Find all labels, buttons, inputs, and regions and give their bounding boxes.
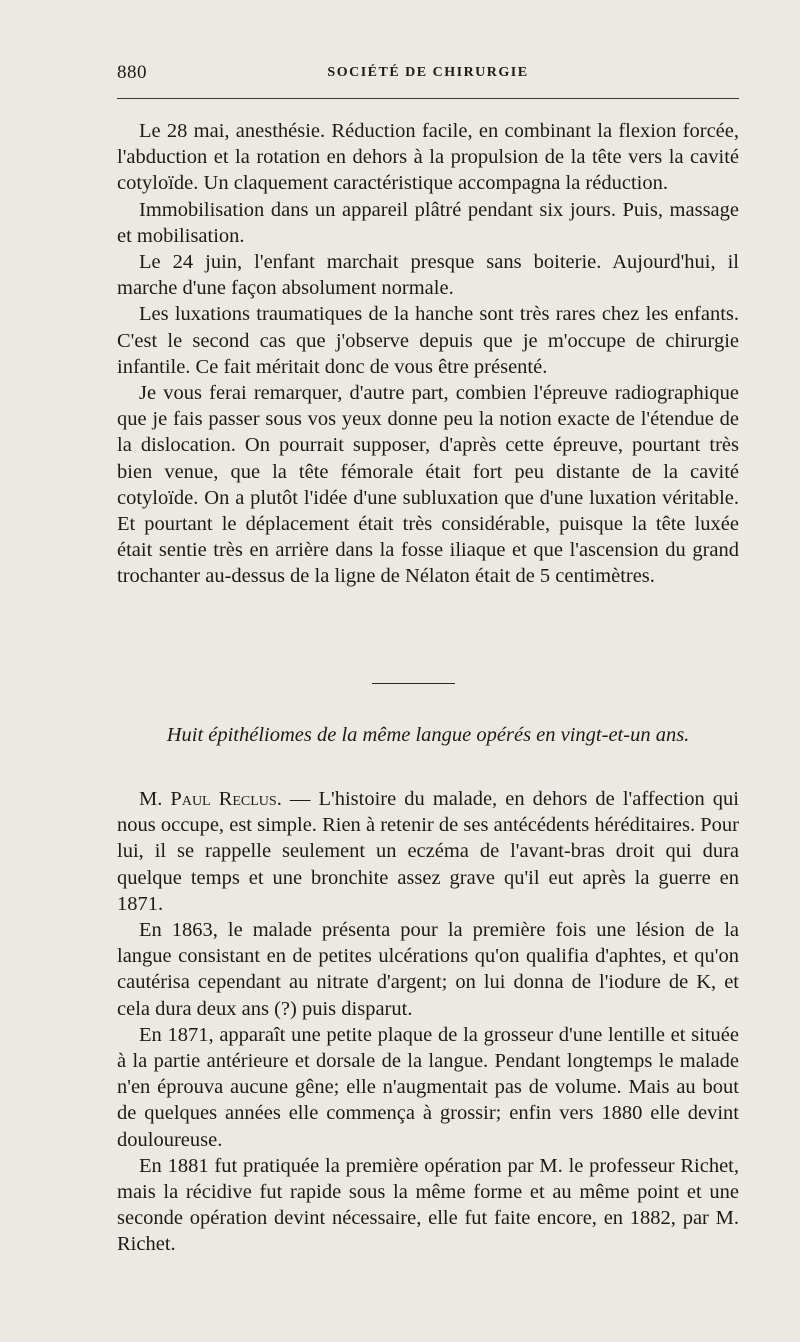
speaker-name: M. Paul Reclus. bbox=[139, 788, 282, 810]
paragraph: Les luxations traumatiques de la hanche sont très rares chez les enfants. C'est le second cas que j'observe depuis que je m'occupe de chirurgie infantile. Ce fait méritait donc de vous être présenté. bbox=[117, 303, 739, 378]
paragraph: En 1863, le malade présenta pour la première fois une lésion de la langue consistant en de petites ulcérations qu'on qualifia d'aphtes, et qu'on cautérisa cependant au nitrate d'argent; on lui donna de l'iodure de K, et cela dura deux ans (?) puis disparut. bbox=[117, 919, 739, 1020]
paragraph: En 1871, apparaît une petite plaque de la grosseur d'une lentille et située à la partie antérieure et dorsale de la langue. Pendant longtemps le malade n'en éprouva aucune gêne; elle n'augmentait pas de volume. Mais au bout de quelques années elle commença à grossir; enfin vers 1880 elle devint douloureuse. bbox=[117, 1023, 739, 1151]
section-divider bbox=[372, 683, 455, 684]
case-report-text bbox=[117, 118, 739, 590]
paragraph: Je vous ferai remarquer, d'autre part, combien l'épreuve radiographique que je fais passer sous vos yeux donne peu la notion exacte de l'étendue de la dislocation. On pourrait supposer, d'après cette épreuve, pourtant très bien venue, que la tête fémorale était fort peu distante de la cavité cotyloïde. On a plutôt l'idée d'une subluxation que d'une luxation véritable. Et pourtant le déplacement était très considérable, puisque la tête luxée était sentie très en arrière dans la fosse iliaque et que l'ascension du grand trochanter au-dessus de la ligne de Nélaton était de 5 centimètres. bbox=[117, 382, 739, 588]
paragraph-intro bbox=[117, 786, 739, 917]
section-title: Huit épithéliomes de la même langue opérés en vingt-et-un ans. bbox=[166, 724, 690, 746]
paragraph: Immobilisation dans un appareil plâtré pendant six jours. Puis, massage et mobilisation. bbox=[117, 198, 739, 247]
intro-text: — L'histoire du malade, en dehors de l'affection qui nous occupe, est simple. Rien à retenir de ses antécédents héréditaires. Pour lui, il se rappelle seulement un eczéma de l'avant-bras droit qui dura quelque temps et une bronchite assez grave qu'il eut après la guerre en 1871. bbox=[117, 788, 739, 915]
paragraph: Le 28 mai, anesthésie. Réduction facile, en combinant la flexion forcée, l'abduction et la rotation en dehors à la propulsion de la tête vers la cavité cotyloïde. Un claquement caractéristique accompagna la réduction. bbox=[117, 120, 739, 195]
paragraph: Le 24 juin, l'enfant marchait presque sans boiterie. Aujourd'hui, il marche d'une façon absolument normale. bbox=[117, 251, 739, 300]
header-rule bbox=[117, 98, 739, 99]
page-number: 880 bbox=[117, 62, 147, 83]
communication-text bbox=[117, 786, 739, 1258]
running-title: SOCIÉTÉ DE CHIRURGIE bbox=[327, 65, 529, 80]
page-header bbox=[117, 58, 739, 90]
paragraph: En 1881 fut pratiquée la première opération par M. le professeur Richet, mais la récidive fut rapide sous la même forme et au même point et une seconde opération devint nécessaire, elle fut faite encore, en 1882, par M. Richet. bbox=[117, 1154, 739, 1256]
